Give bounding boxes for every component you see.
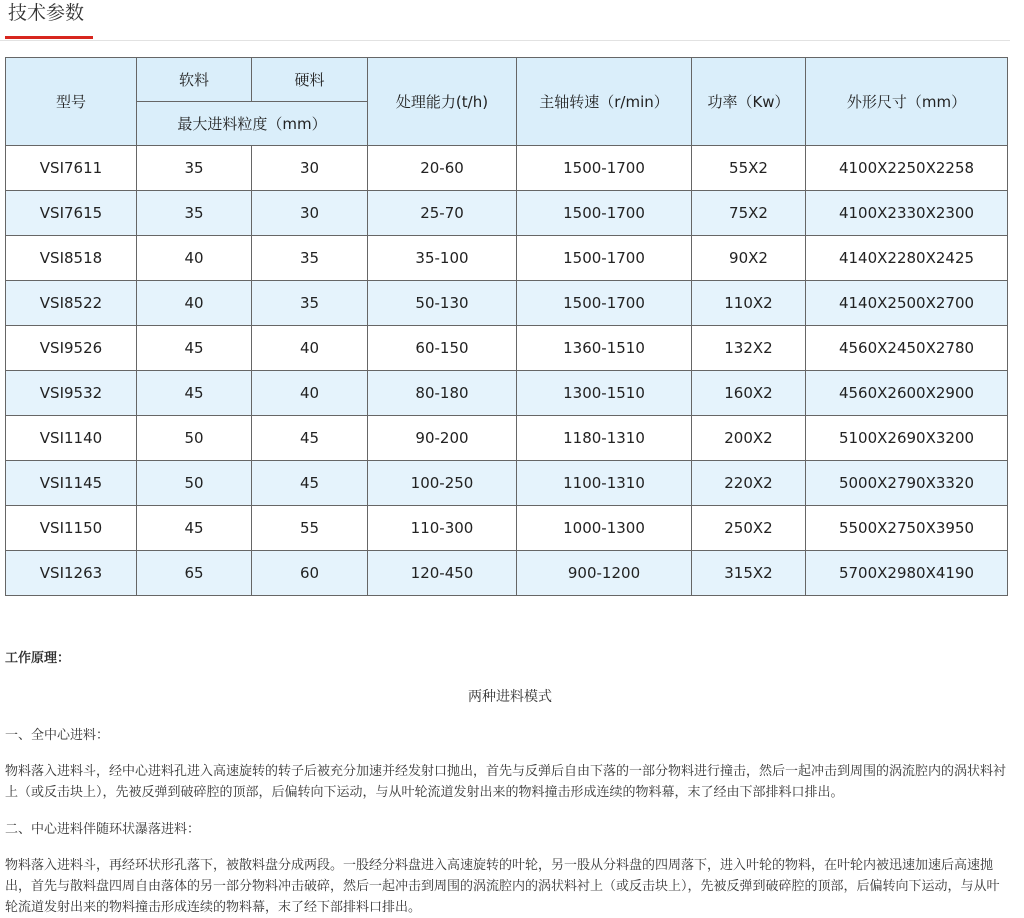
cell-model: VSI7615 xyxy=(6,191,137,236)
cell-hard: 55 xyxy=(252,506,368,551)
cell-dimensions: 4100X2330X2300 xyxy=(806,191,1008,236)
cell-dimensions: 5100X2690X3200 xyxy=(806,416,1008,461)
table-row xyxy=(6,371,1008,416)
cell-capacity: 100-250 xyxy=(368,461,517,506)
table-row xyxy=(6,281,1008,326)
cell-dimensions: 5000X2790X3320 xyxy=(806,461,1008,506)
cell-model: VSI7611 xyxy=(6,146,137,191)
cell-speed: 1360-1510 xyxy=(517,326,692,371)
section-header xyxy=(0,0,1010,41)
cell-soft: 45 xyxy=(137,326,252,371)
header-power: 功率（Kw） xyxy=(692,58,806,146)
header-hard: 硬料 xyxy=(252,58,368,102)
cell-capacity: 20-60 xyxy=(368,146,517,191)
header-feed-size: 最大进料粒度（mm） xyxy=(137,102,368,146)
cell-soft: 45 xyxy=(137,506,252,551)
cell-power: 315X2 xyxy=(692,551,806,596)
cell-capacity: 50-130 xyxy=(368,281,517,326)
cell-capacity: 80-180 xyxy=(368,371,517,416)
mode1-paragraph: 物料落入进料斗，经中心进料孔进入高速旋转的转子后被充分加速并经发射口抛出，首先与反弹后自由下落的一部分物料进行撞击，然后一起冲击到周围的涡流腔内的涡状料衬上（或反击块上），先被反弹到破碎腔的顶部，后偏转向下运动，与从叶轮流道发射出来的物料撞击形成连续的物料幕，末了经由下部排料口排出。 xyxy=(5,764,1007,800)
cell-capacity: 110-300 xyxy=(368,506,517,551)
cell-soft: 35 xyxy=(137,146,252,191)
cell-speed: 900-1200 xyxy=(517,551,692,596)
header-dimensions: 外形尺寸（mm） xyxy=(806,58,1008,146)
cell-power: 110X2 xyxy=(692,281,806,326)
mode1-title: 一、全中心进料： xyxy=(5,728,110,743)
cell-speed: 1500-1700 xyxy=(517,281,692,326)
cell-power: 90X2 xyxy=(692,236,806,281)
cell-dimensions: 5500X2750X3950 xyxy=(806,506,1008,551)
table-row xyxy=(6,236,1008,281)
table-row xyxy=(6,146,1008,191)
cell-power: 200X2 xyxy=(692,416,806,461)
cell-power: 160X2 xyxy=(692,371,806,416)
cell-model: VSI9526 xyxy=(6,326,137,371)
cell-dimensions: 5700X2980X4190 xyxy=(806,551,1008,596)
cell-power: 75X2 xyxy=(692,191,806,236)
table-row xyxy=(6,326,1008,371)
spec-table xyxy=(5,57,1008,596)
cell-capacity: 25-70 xyxy=(368,191,517,236)
mode2-paragraph: 物料落入进料斗，再经环状形孔落下，被散料盘分成两段。一股经分料盘进入高速旋转的叶轮，另一股从分料盘的四周落下，进入叶轮的物料，在叶轮内被迅速加速后高速抛出，首先与散料盘四周自由落体的另一部分物料冲击破碎，然后一起冲击到周围的涡流腔内的涡状料衬上（或反击块上），先被反弹到破碎腔的顶部，后偏转向下运动，与从叶轮流道发射出来的物料撞击形成连续的物料幕，末了经下部排料口排出。 xyxy=(5,858,1000,915)
table-row xyxy=(6,191,1008,236)
cell-dimensions: 4140X2500X2700 xyxy=(806,281,1008,326)
cell-hard: 45 xyxy=(252,461,368,506)
cell-soft: 35 xyxy=(137,191,252,236)
cell-power: 132X2 xyxy=(692,326,806,371)
feed-modes-title: 两种进料模式 xyxy=(468,689,552,705)
cell-hard: 45 xyxy=(252,416,368,461)
header-capacity: 处理能力(t/h) xyxy=(368,58,517,146)
cell-soft: 40 xyxy=(137,281,252,326)
cell-model: VSI1140 xyxy=(6,416,137,461)
cell-model: VSI8518 xyxy=(6,236,137,281)
cell-capacity: 90-200 xyxy=(368,416,517,461)
cell-dimensions: 4100X2250X2258 xyxy=(806,146,1008,191)
table-row xyxy=(6,416,1008,461)
cell-hard: 40 xyxy=(252,326,368,371)
cell-speed: 1500-1700 xyxy=(517,191,692,236)
cell-capacity: 120-450 xyxy=(368,551,517,596)
cell-hard: 60 xyxy=(252,551,368,596)
cell-model: VSI1145 xyxy=(6,461,137,506)
cell-capacity: 35-100 xyxy=(368,236,517,281)
cell-speed: 1180-1310 xyxy=(517,416,692,461)
cell-dimensions: 4560X2450X2780 xyxy=(806,326,1008,371)
cell-speed: 1000-1300 xyxy=(517,506,692,551)
cell-hard: 40 xyxy=(252,371,368,416)
table-row xyxy=(6,506,1008,551)
cell-model: VSI8522 xyxy=(6,281,137,326)
cell-model: VSI9532 xyxy=(6,371,137,416)
header-model: 型号 xyxy=(6,58,137,146)
cell-speed: 1300-1510 xyxy=(517,371,692,416)
principle-label: 工作原理： xyxy=(5,651,71,666)
cell-speed: 1500-1700 xyxy=(517,236,692,281)
cell-power: 220X2 xyxy=(692,461,806,506)
mode2-title: 二、中心进料伴随环状瀑落进料： xyxy=(5,822,201,837)
cell-soft: 40 xyxy=(137,236,252,281)
cell-hard: 35 xyxy=(252,281,368,326)
cell-hard: 30 xyxy=(252,146,368,191)
cell-model: VSI1263 xyxy=(6,551,137,596)
cell-soft: 65 xyxy=(137,551,252,596)
cell-hard: 35 xyxy=(252,236,368,281)
cell-power: 55X2 xyxy=(692,146,806,191)
table-row xyxy=(6,461,1008,506)
section-title: 技术参数 xyxy=(8,2,85,24)
header-soft: 软料 xyxy=(137,58,252,102)
cell-soft: 50 xyxy=(137,461,252,506)
cell-dimensions: 4140X2280X2425 xyxy=(806,236,1008,281)
cell-model: VSI1150 xyxy=(6,506,137,551)
cell-soft: 50 xyxy=(137,416,252,461)
cell-speed: 1100-1310 xyxy=(517,461,692,506)
header-speed: 主轴转速（r/min） xyxy=(517,58,692,146)
table-row xyxy=(6,551,1008,596)
cell-speed: 1500-1700 xyxy=(517,146,692,191)
title-underline xyxy=(5,36,93,39)
cell-dimensions: 4560X2600X2900 xyxy=(806,371,1008,416)
cell-hard: 30 xyxy=(252,191,368,236)
cell-soft: 45 xyxy=(137,371,252,416)
cell-capacity: 60-150 xyxy=(368,326,517,371)
cell-power: 250X2 xyxy=(692,506,806,551)
